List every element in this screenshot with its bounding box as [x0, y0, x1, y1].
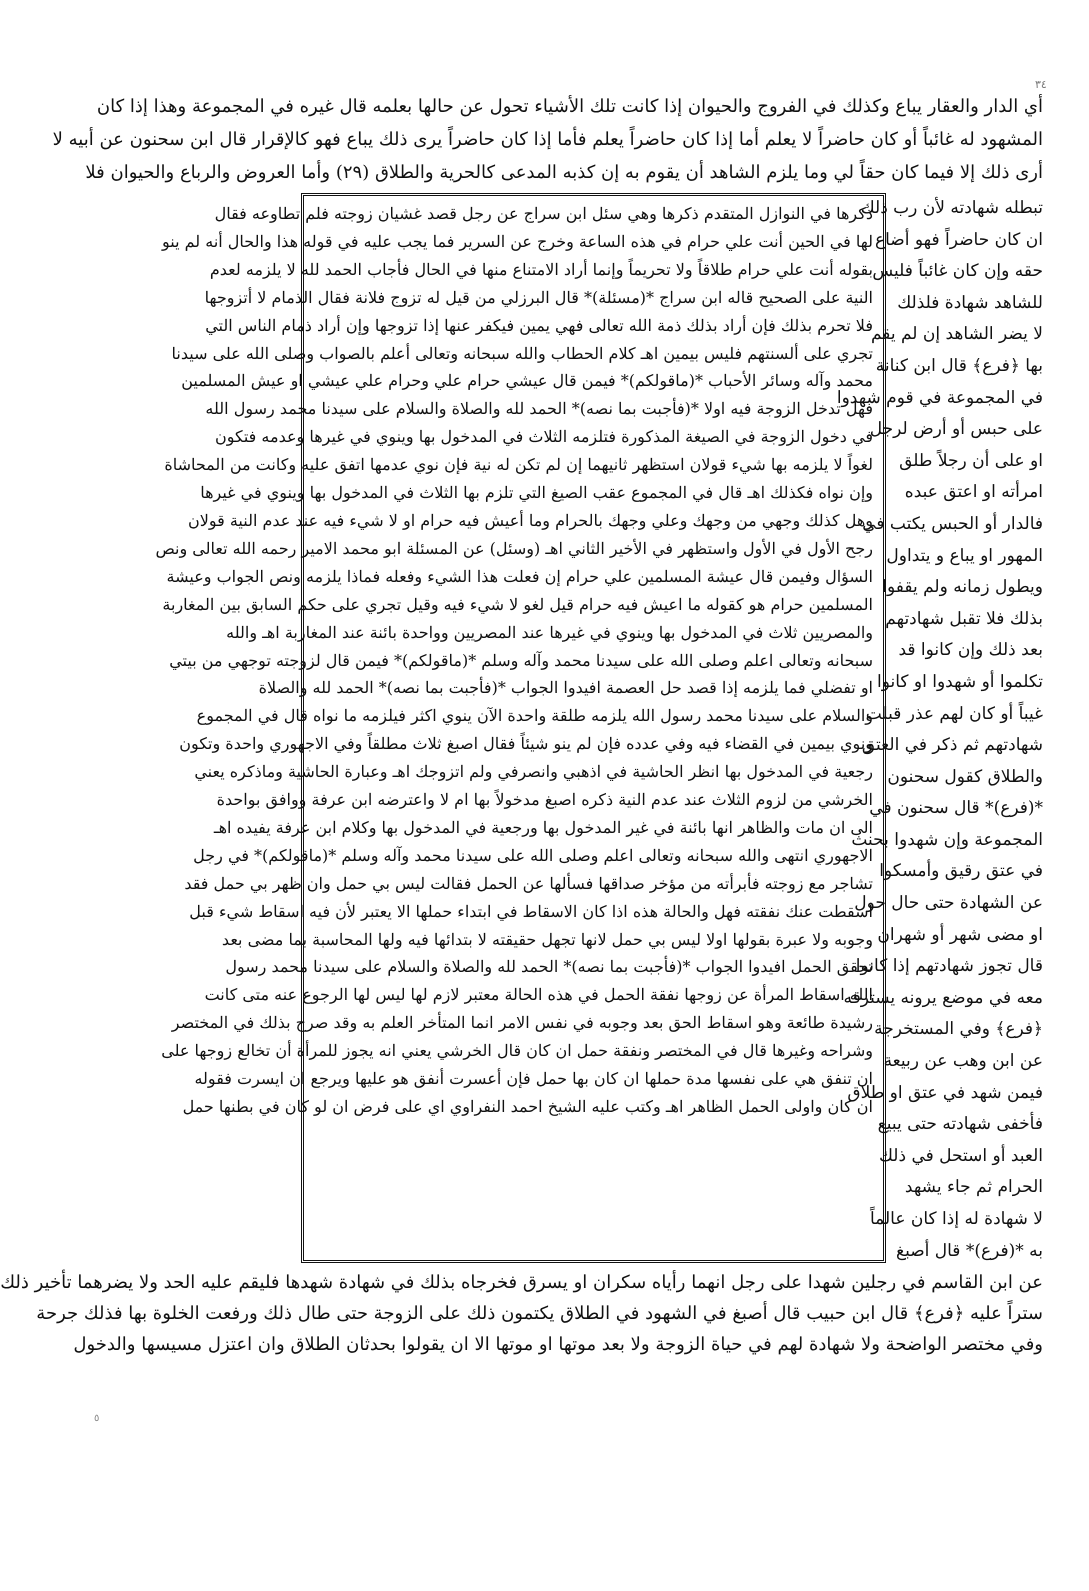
text-line: عن ابن وهب عن ربيعة	[883, 1051, 1043, 1072]
text-line: معه في موضع يرونه يسترقه	[843, 987, 1043, 1008]
text-line: او مضى شهر أو شهران	[877, 924, 1043, 945]
text-line: الله اسقاط المرأة عن زوجها نفقة الحمل في هذه الحالة معتبر لازم لها ليس لها الرجوع عنه متى كانت	[204, 985, 873, 1005]
text-line: تحقق الحمل افيدوا الجواب *(فأجبت بما نصه)* الحمد لله والصلاة والسلام على سيدنا محمد رسول	[225, 957, 873, 977]
text-line: السؤال وفيمن قال عيشة المسلمين علي حرام إن فعلت هذا الشيء وفعله فماذا يلزمه ونص الجواب وعيشة	[166, 566, 873, 586]
text-line: وشراحه وغيرها قال في المختصر ونفقة حمل ان كان قال الخرشي يعني انه يجوز للمرأة أن تخالع زوجها على	[161, 1041, 873, 1061]
text-line: تجري على ألسنتهم فليس بيمين اهـ كلام الحطاب والله سبحانه وتعالى أعلم بالصواب وصلى الله على سيدنا	[171, 343, 873, 363]
text-line: رجح الأول في الأول واستظهر في الأخير الثاني اهـ (وسئل) عن المسئلة ابو محمد الامير رحمه الله تعالى ونص	[155, 538, 873, 558]
text-line: فهل تدخل الزوجة فيه اولا *(فأجبت بما نصه)* الحمد لله والصلاة والسلام على سيدنا محمد رسول الله	[205, 399, 873, 419]
text-line: في عتق رقيق وأمسكوا	[879, 861, 1043, 882]
text-line: فيمن شهد في عتق او طلاق	[847, 1082, 1043, 1103]
text-line: رشيدة طائعة وهو اسقاط الحق بعد وجوبه في نفس الامر انما المتأخر العلم به وقد صرح بذلك في المختصر	[171, 1013, 873, 1033]
text-line: حقه وإن كان غائباً فليس	[872, 261, 1043, 282]
footer-mark: ٥	[94, 1413, 100, 1424]
text-line: العبد أو استحل في ذلك	[878, 1145, 1043, 1166]
text-line: شهادتهم ثم ذكر في العتق	[861, 735, 1043, 756]
text-line: بذلك فلا تقبل شهادتهم	[885, 608, 1043, 629]
text-line: تكلموا أو شهدوا او كانوا	[876, 671, 1043, 692]
text-line: الحرام ثم جاء يشهد	[904, 1177, 1043, 1198]
text-line: تبطله شهادته لأن رب ذلك	[860, 198, 1043, 218]
text-line: الى ان مات والظاهر انها بائنة في غير المدخول بها ورجعية في المدخول بها وكلام ابن عرفة يفيده اهـ	[213, 817, 873, 837]
text-line: وفي مختصر الواضحة ولا شهادة لهم في حياة الزوجة ولا بعد موتها او موتها الا ان يقولوا بحدثان الطلاق وان اعتزل مسيسها والدخول	[73, 1334, 1043, 1355]
text-line: اسقطت عنك نفقته فهل والحالة هذه اذا كان الاسقاط في ابتداء حملها الا يعتبر لأن فيه اسقاط شيء قبل	[189, 901, 873, 921]
text-line: والمصريين ثلاث في المدخول بها وينوي في غيرها عند المصريين وواحدة بائنة عند المغاربة اهـ والله	[226, 622, 873, 642]
top-text-block	[52, 90, 1043, 189]
text-line: ونوي بيمين في القضاء فيه وفي عدده فإن لم ينو شيئاً فقال اصبغ ثلاث مطلقاً وفي الاجهوري واحدة وتكون	[179, 734, 873, 754]
text-line: ذكرها في النوازل المتقدم ذكرها وهي سئل ابن سراج عن رجل قصد غشيان زوجته فلم تطاوعه فقال	[214, 204, 873, 223]
text-line: او تفضلي فما يلزمه إذا قصد حل العصمة افيدوا الجواب *(فأجبت بما نصه)* الحمد لله والصلاة	[258, 678, 873, 698]
text-line: النية على الصحيح قاله ابن سراج *(مسئلة)* قال البرزلي من قيل له تزوج فلانة فقال الذمام لا أتزوجها	[204, 287, 873, 307]
text-line: وهل كذلك وجهي من وجهك وعلي وجهك بالحرام وما أعيش فيه حرام او لا شيء فيه عند عدم النية قولان	[187, 510, 873, 530]
text-line: وإن نواه فكذلك اهـ قال في المجموع عقب الصيغ التي تلزم بها الثلاث في المدخول بها وينوي في غيرها	[200, 483, 873, 503]
page-marker: ٣٤	[1035, 78, 1047, 91]
bottom-text-block	[0, 1267, 1043, 1360]
text-line: ان كان واولى الحمل الظاهر اهـ وكتب عليه الشيخ احمد النفراوي اي على فرض ان لو كان في بطنها حمل	[182, 1097, 873, 1116]
text-line: سبحانه وتعالى اعلم وصلى الله على سيدنا محمد وآله وسلم *(ماقولكم)* فيمن قال لزوجته توجهي من بيتي	[169, 650, 873, 670]
text-line: الخرشي من لزوم الثلاث عند عدم النية ذكره اصبغ مدخولاً بها ام لا واعترضه ابن عرفة ووافق بواحدة	[216, 790, 873, 810]
framed-text-box	[155, 193, 886, 1263]
text-line: لغواً لا يلزمه بها شيء قولان استظهر ثانيهما إن لم تكن له نية فإن نوي عدمها اتفق عليه وكانت من المحاشاة	[164, 455, 873, 475]
text-line: للشاهد شهادة فلذلك	[897, 292, 1043, 313]
text-line: قال تجوز شهادتهم إذا كانوا	[855, 956, 1043, 977]
text-line: ويطول زمانه ولم يقفوا	[882, 577, 1043, 598]
text-line: في دخول الزوجة في الصيغة المذكورة فتلزمه الثلاث في المدخول بها وينوي في غيرها وعدمه فتكون	[215, 427, 873, 447]
text-line: *(فرع)* قال سحنون في	[869, 798, 1043, 819]
text-line: ان تنفق هي على نفسها مدة حملها ان كان بها حمل فإن أعسرت أنفق هو عليها ويرجع ان ايسرت فقوله	[194, 1069, 873, 1089]
text-line: بعد ذلك وإن كانوا قد	[898, 640, 1043, 661]
text-line: أرى ذلك إلا فيما كان حقاً لي وما يلزم الشاهد أن يقوم به إن كذبه المدعى كالحرية والطلاق (٢٩) وأما العروض والرباع والحيوان فلا	[85, 162, 1043, 183]
text-line: المشهود له غائباً أو كان حاضراً لا يعلم أما إذا كان حاضراً يعلم فأما إذا كان حاضراً يرى ذلك يباع فهو كالإقرار قال ابن سحنون عن أبيه لا	[52, 129, 1043, 150]
text-line: والطلاق كقول سحنون	[887, 766, 1043, 787]
text-line: امرأته او اعتق عبده	[904, 482, 1043, 503]
text-line: المجموعة وإن شهدوا بحنث	[851, 829, 1043, 850]
text-line: أي الدار والعقار يباع وكذلك في الفروج والحيوان إذا كانت تلك الأشياء تحول عن حالها بعلمه قال غيره في المجموعة وهذا إذا كان	[96, 96, 1043, 117]
text-line: ستراً عليه ﴿فرع﴾ قال ابن حبيب قال أصبغ في الشهود في الطلاق يكتمون ذلك على الزوجة حتى طال ذلك ورفعت الخلوة بها فذلك جرحة	[36, 1303, 1043, 1324]
text-line: والسلام على سيدنا محمد رسول الله يلزمه طلقة واحدة الآن ينوي اكثر فيلزمه ما نواه قال في المجموع	[196, 706, 873, 726]
text-line: او على أن رجلاً طلق	[899, 450, 1043, 471]
text-line: تشاجر مع زوجته فأبرأته من مؤخر صداقها فسألها عن الحمل فقالت ليس بي حمل وان ظهر بي حمل فقد	[184, 873, 873, 893]
text-line: عن ابن القاسم في رجلين شهدا على رجل انهما رأياه سكران او يسرق فخرجاه بذلك في شهادة شهدها فليقم عليه الحد ولا يضرهما تأخير ذلك	[0, 1272, 1043, 1293]
text-line: الاجهوري انتهى والله سبحانه وتعالى اعلم وصلى الله على سيدنا محمد وآله وسلم *(ماقولكم)* في رجل	[193, 845, 873, 865]
text-line: على حبس أو أرض لرجل	[869, 419, 1043, 440]
text-line: رجعية في المدخول بها انظر الحاشية في اذهبي وانصرفي ولم اتزوجك اهـ وعبارة الحاشية وماذكره يعني	[194, 762, 873, 782]
text-line: بها ﴿فرع﴾ قال ابن كنانة	[875, 355, 1043, 376]
text-line: المهور او يباع و يتداول	[886, 545, 1043, 566]
text-line: فالدار أو الحبس يكتب في	[862, 513, 1043, 534]
text-line: ﴿فرع﴾ وفي المستخرجة	[874, 1019, 1043, 1040]
text-line: محمد وآله وسائر الأحباب *(ماقولكم)* فيمن قال عيشي حرام علي وحرام علي عيشي او عيش المسلمين	[181, 371, 873, 391]
text-line: لا يضر الشاهد إن لم يقم	[870, 324, 1043, 345]
side-commentary-column	[836, 193, 1043, 1265]
text-line: لها في الحين أنت علي حرام في هذه الساعة وخرج عن السرير فما يجب عليه في قوله هذا والحال أنه لم ينو	[162, 231, 873, 251]
framed-text	[155, 200, 873, 1121]
text-line: بقوله أنت علي حرام طلاقاً ولا تحريماً وإنما أراد الامتناع منها في الحال فأجاب الحمد لله لا يلزمه لعدم	[209, 259, 873, 279]
text-line: غيباً أو كان لهم عذر قبلت	[865, 703, 1043, 724]
text-line: في المجموعة في قوم شهدوا	[836, 387, 1043, 408]
text-line: فلا تحرم بذلك فإن أراد بذلك ذمة الله تعالى فهي يمين فيكفر عنها إذا تزوجها وإن أراد ذمام الناس التي	[205, 315, 873, 335]
text-line: لا شهادة له إذا كان عالماً	[869, 1209, 1043, 1229]
text-line: فأخفى شهادته حتى يبيع	[877, 1114, 1043, 1135]
text-line: عن الشهادة حتى حال حول	[854, 893, 1043, 914]
text-line: ان كان حاضراً فهو أضاع	[874, 229, 1043, 250]
text-line: وجوبه ولا عبرة بقولها اولا ليس بي حمل لانها تجهل حقيقته لا بتدائها فيه ولها المحاسبة بما مضى بعد	[221, 929, 873, 949]
text-line: المسلمين حرام هو كقوله ما اعيش فيه حرام قيل لغو لا شيء فيه وقيل تجري على حكم السابق بين المغاربة	[162, 594, 873, 614]
text-line: به *(فرع)* قال أصبغ	[896, 1240, 1043, 1261]
